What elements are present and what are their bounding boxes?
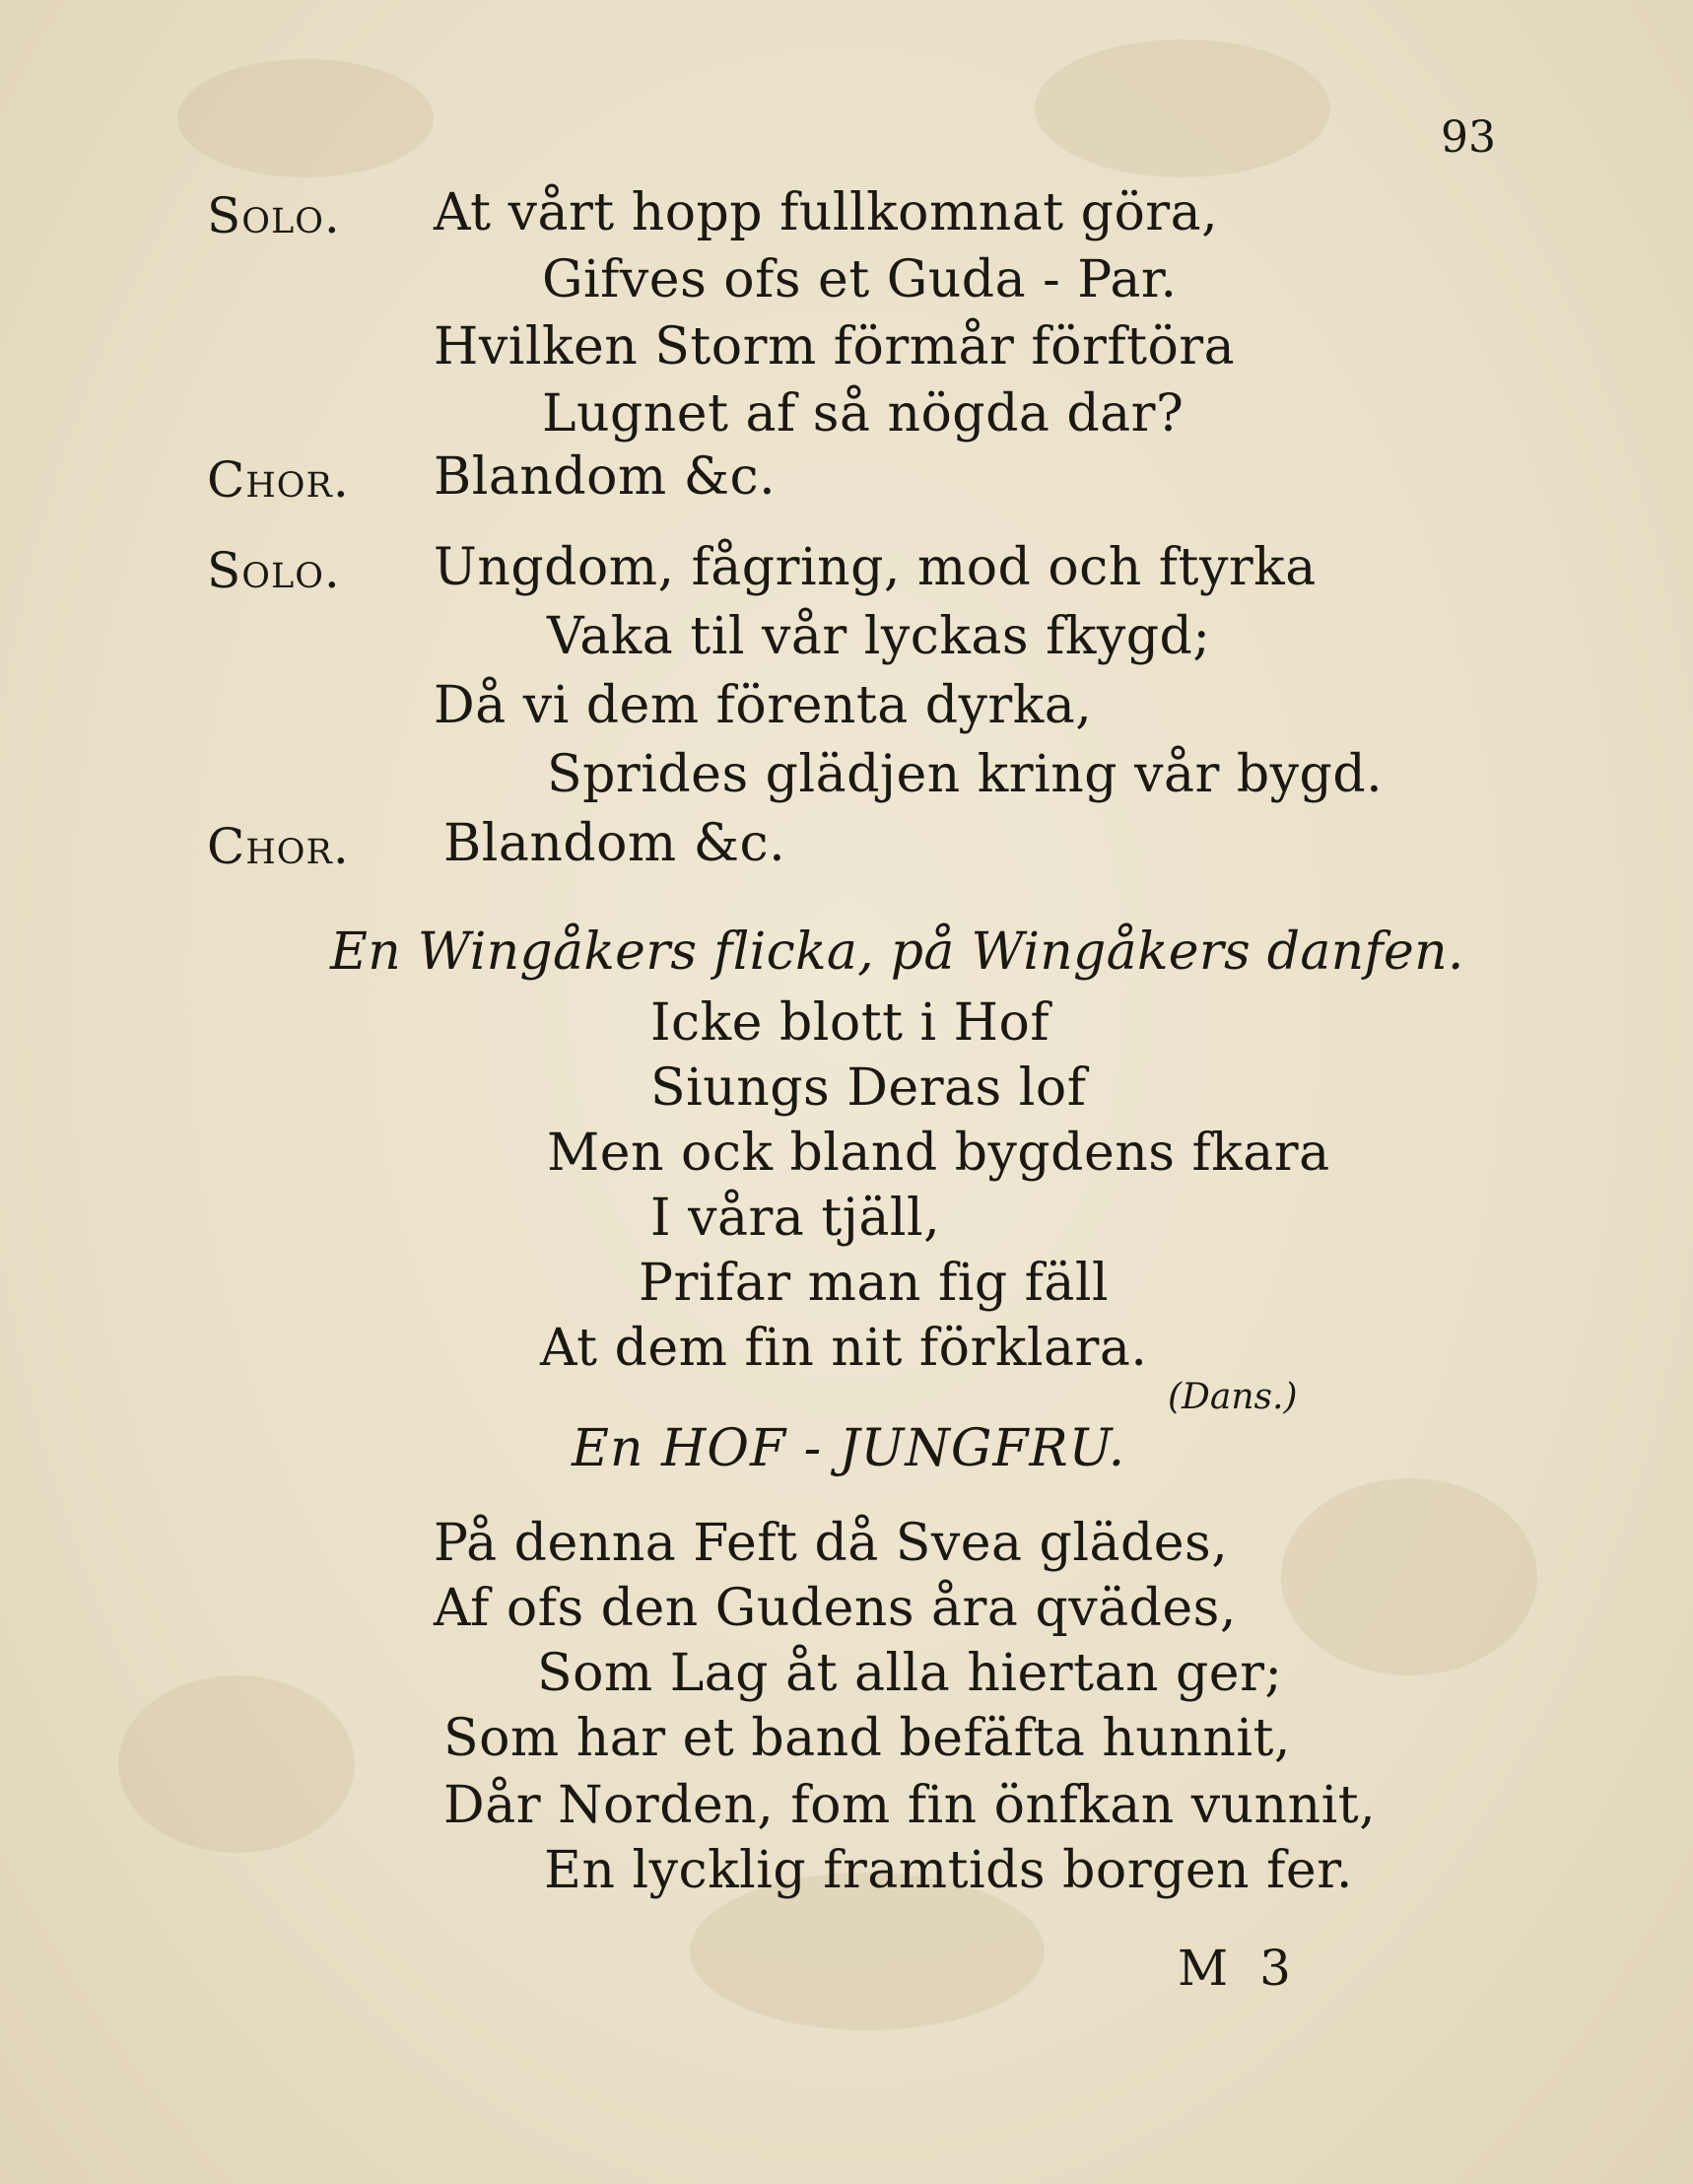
verse-line: Blandom &c.	[443, 814, 786, 873]
verse-line: Siungs Deras lof	[650, 1058, 1087, 1118]
verse-line: En lycklig framtids borgen fer.	[544, 1841, 1353, 1900]
verse-line: Dår Norden, fom fin önfkan vunnit,	[443, 1776, 1377, 1835]
verse-line: Icke blott i Hof	[650, 993, 1050, 1053]
verse-line: Som har et band befäfta hunnit,	[443, 1709, 1291, 1768]
page-number: 93	[1441, 112, 1496, 163]
verse-line: At dem fin nit förklara.	[540, 1319, 1148, 1378]
speaker-chor: Chor.	[207, 451, 350, 509]
verse-line: Men ock bland bygdens fkara	[547, 1124, 1330, 1183]
verse-line: Sprides glädjen kring vår bygd.	[547, 745, 1384, 804]
verse-line: Lugnet af så nögda dar?	[542, 384, 1185, 444]
verse-line: Gifves ofs et Guda - Par.	[542, 250, 1178, 309]
verse-line: Ungdom, fågring, mod och ftyrka	[434, 538, 1317, 597]
verse-line: Då vi dem förenta dyrka,	[434, 676, 1093, 735]
verse-line: Af ofs den Gudens åra qvädes,	[434, 1579, 1237, 1638]
speaker-solo: Solo.	[207, 542, 341, 599]
verse-line: Blandom &c.	[434, 447, 777, 507]
verse-line: I våra tjäll,	[650, 1189, 941, 1248]
verse-line: På denna Feft då Svea glädes,	[434, 1514, 1229, 1573]
section-heading: En HOF - JUNGFRU.	[572, 1419, 1126, 1478]
speaker-solo: Solo.	[207, 187, 341, 244]
section-heading: En Wingåkers flicka, på Wingåkers danfen.	[330, 922, 1464, 982]
verse-line: At vårt hopp fullkomnat göra,	[434, 183, 1219, 242]
stage-direction: (Dans.)	[1168, 1377, 1298, 1417]
verse-line: Prifar man fig fäll	[639, 1254, 1110, 1313]
verse-line: Som Lag åt alla hiertan ger;	[537, 1644, 1283, 1703]
speaker-chor: Chor.	[207, 818, 350, 875]
verse-line: Vaka til vår lyckas fkygd;	[547, 607, 1211, 666]
signature-mark: M 3	[1178, 1940, 1299, 1997]
verse-line: Hvilken Storm förmår förftöra	[434, 317, 1236, 376]
